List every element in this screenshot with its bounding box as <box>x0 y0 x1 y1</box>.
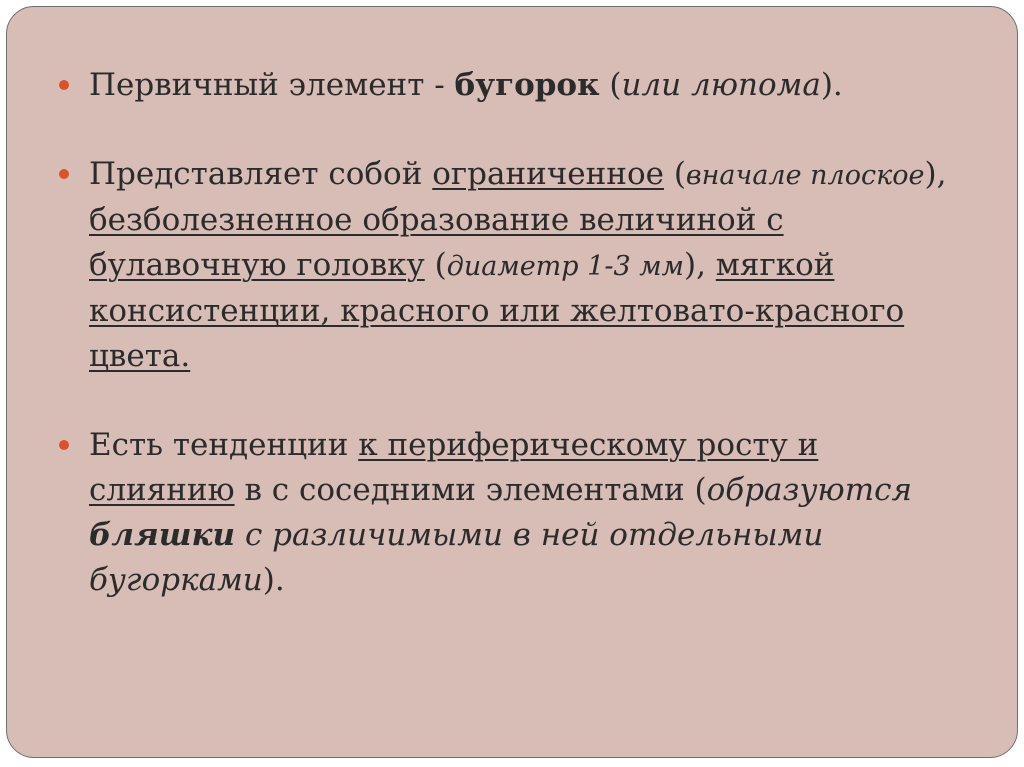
bullet-item-description <box>59 152 959 379</box>
term-blyashki: бляшки <box>89 517 236 553</box>
text-segment: ), <box>924 156 947 192</box>
text-segment: Первичный элемент - <box>89 67 455 103</box>
bullet-item-primary-element <box>59 63 959 108</box>
bullet-dot-icon <box>59 80 69 90</box>
text-segment: ( <box>599 67 622 103</box>
text-segment: ( <box>424 247 447 283</box>
slide <box>6 6 1018 758</box>
text-segment: ). <box>262 562 285 598</box>
italic-note: диаметр 1-3 мм <box>446 251 684 282</box>
italic-text: образуются <box>706 472 912 508</box>
underlined-text: ограниченное <box>432 156 664 192</box>
text-segment: ( <box>663 156 686 192</box>
text-segment: в с соседними элементами ( <box>234 472 707 508</box>
bullet-item-tendency <box>59 423 959 603</box>
bullet-dot-icon <box>59 440 69 450</box>
text-segment: Есть тенденции <box>89 427 359 463</box>
text-segment: ), <box>683 247 716 283</box>
bullet-dot-icon <box>59 169 69 179</box>
underlined-text: к периферическому росту и слиянию <box>89 427 819 508</box>
bullet-list <box>59 63 959 647</box>
italic-text: с различимыми в ней отдельными бугорками <box>89 517 824 598</box>
text-segment: ). <box>820 67 843 103</box>
term-bugorok: бугорок <box>454 67 600 103</box>
text-segment <box>235 517 245 553</box>
italic-note: вначале плоское <box>685 160 925 191</box>
underlined-text: мягкой консистенции, красного или желтовато-красного цвета. <box>89 247 905 374</box>
term-lupoma: или люпома <box>621 67 821 103</box>
underlined-text: безболезненное образование величиной с булавочную головку <box>89 202 784 283</box>
text-segment: Представляет собой <box>89 156 433 192</box>
